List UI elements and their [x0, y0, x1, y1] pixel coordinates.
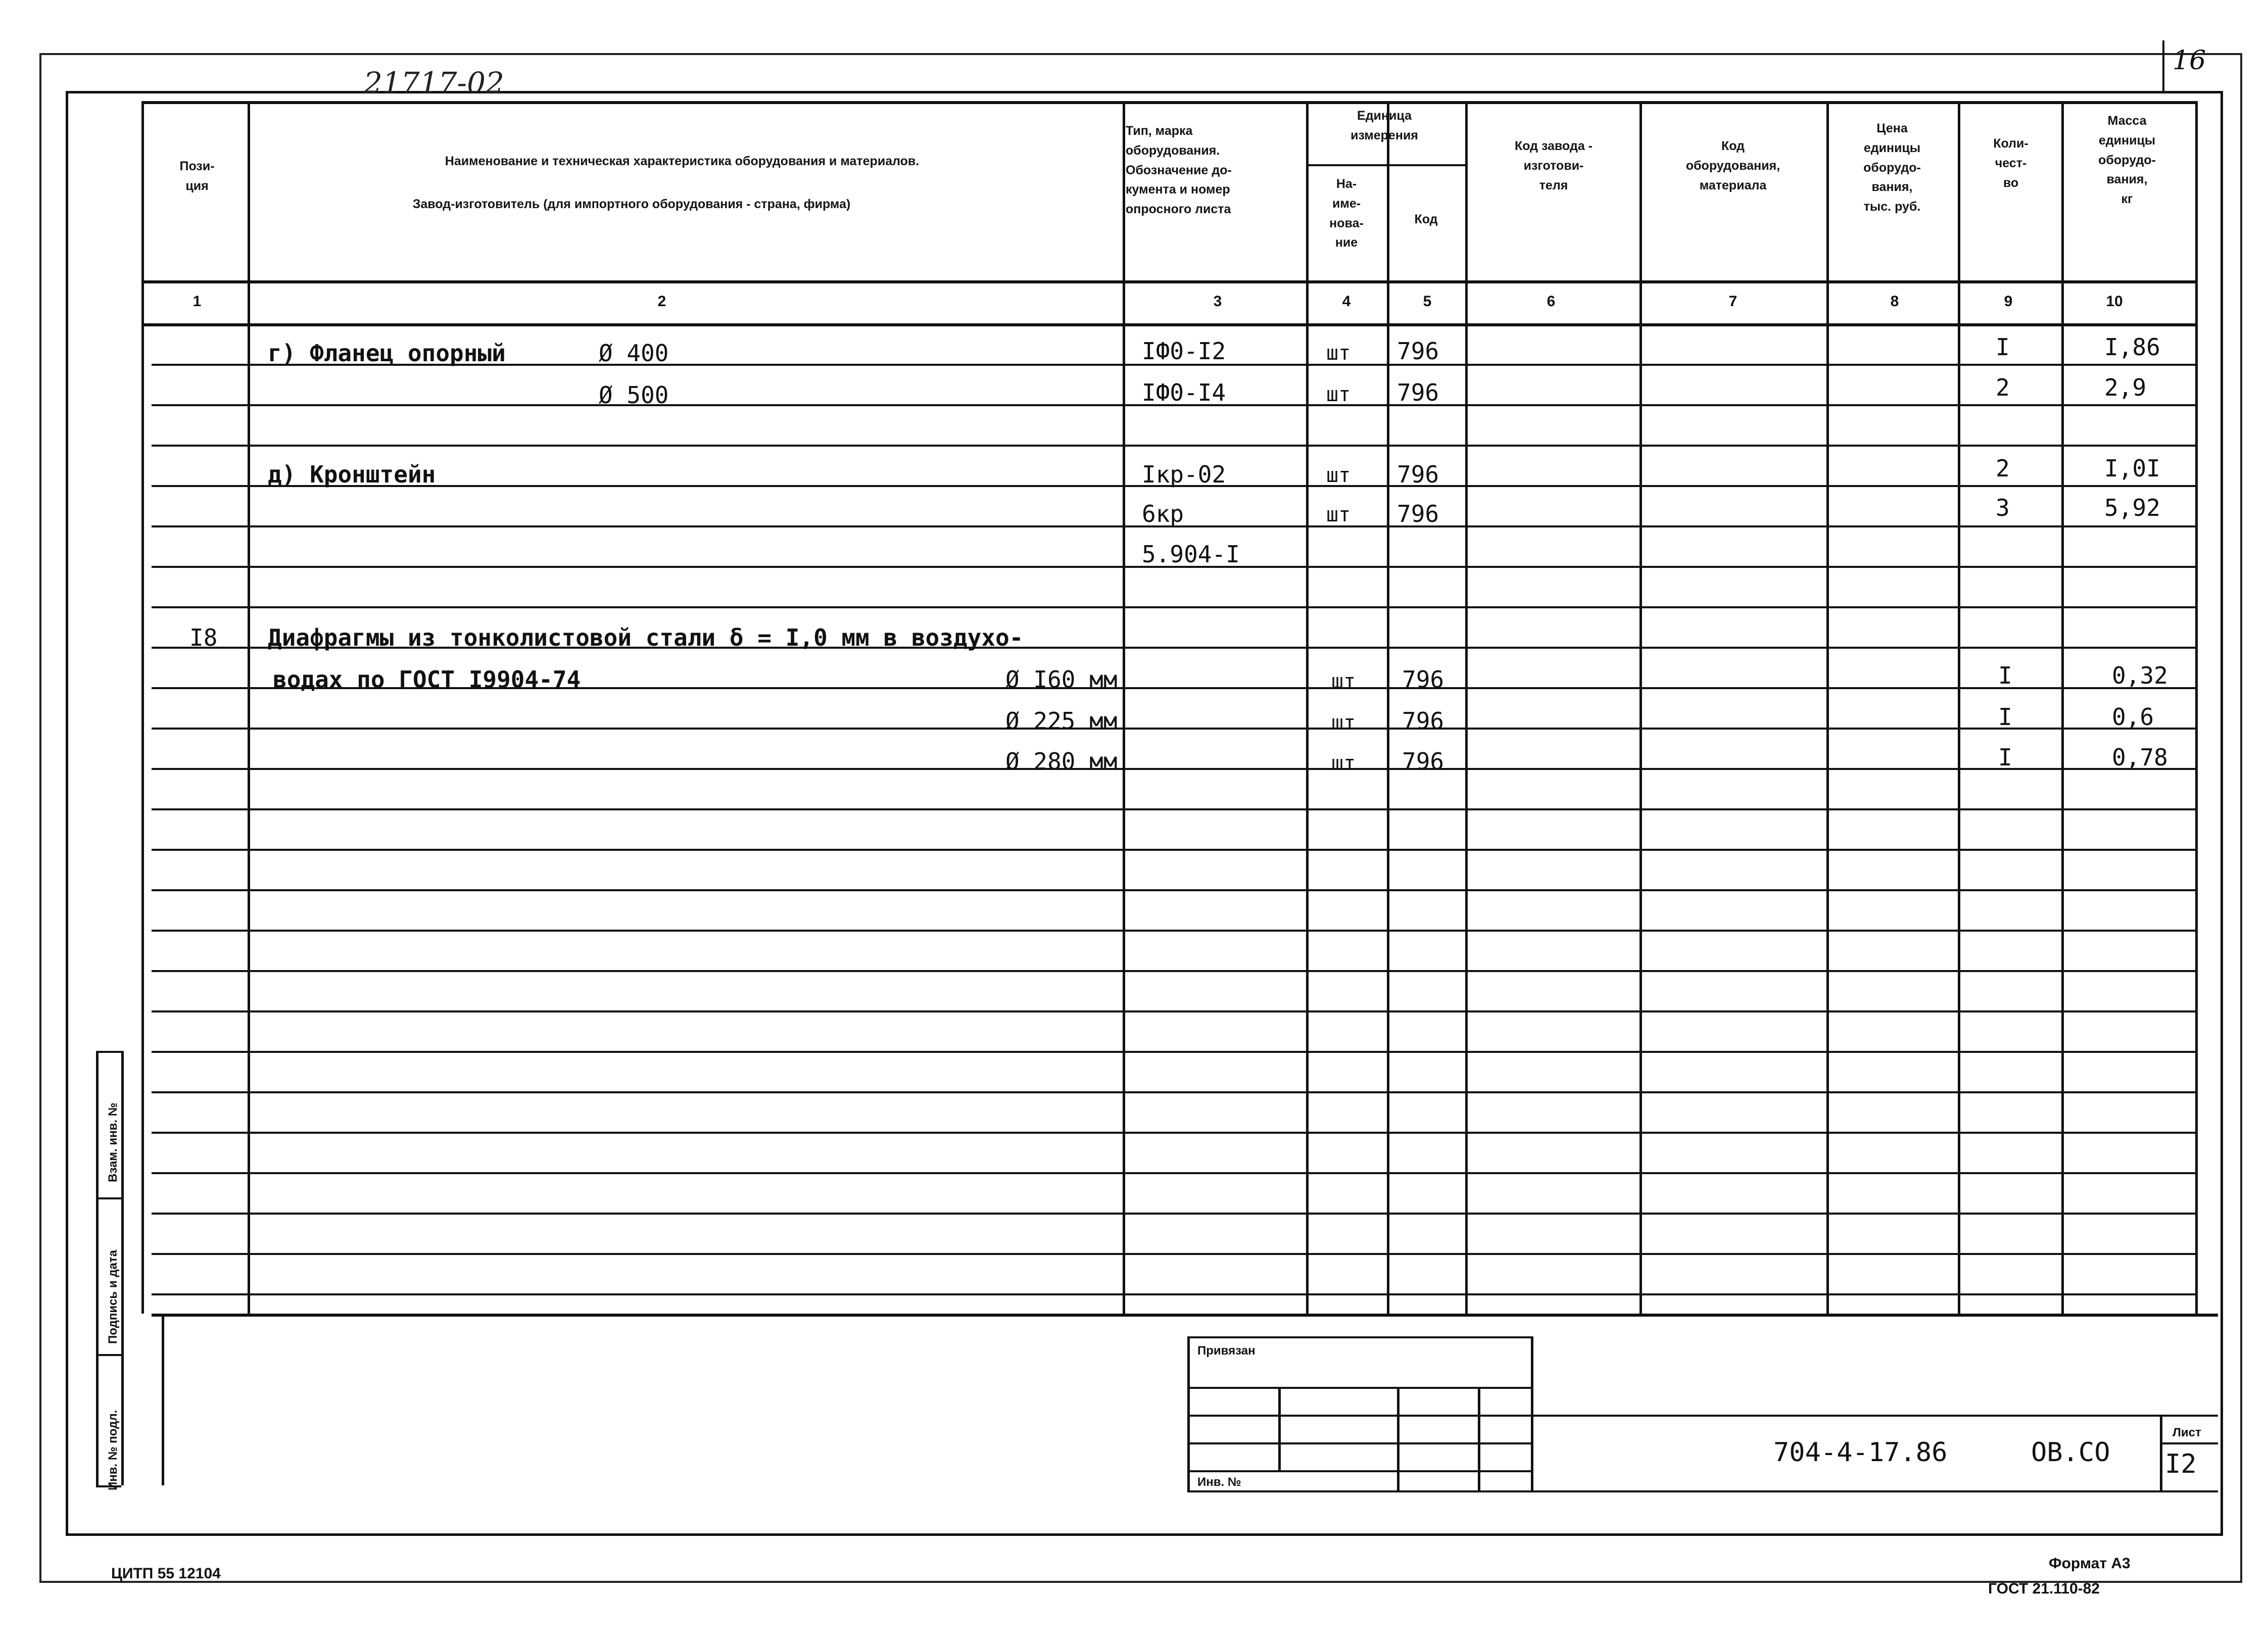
row-8-name: Диафрагмы из тонколистовой стали δ = I,0 мм в воздухо- — [268, 624, 1024, 651]
header-unit: Единица измерения — [1350, 109, 1418, 142]
row-4-name: д) Кронштейн — [268, 461, 436, 488]
row-line-20 — [152, 1172, 2195, 1174]
lower-left-border — [162, 1314, 164, 1485]
row-4-type: Iкр-02 — [1142, 461, 1226, 488]
row-2-unit: шт — [1326, 383, 1351, 406]
row-1-name: г) Фланец опорный — [268, 340, 506, 367]
row-9-unit: шт — [1331, 670, 1356, 693]
row-10-mass: 0,6 — [2112, 703, 2154, 731]
stamp-col-3 — [1478, 1387, 1480, 1490]
row-line-16 — [152, 1010, 2195, 1012]
row-11-mass: 0,78 — [2112, 744, 2168, 771]
row-line-6 — [152, 606, 2195, 608]
side-strip-left — [96, 1051, 99, 1485]
column-number-10: 10 — [2106, 293, 2123, 310]
header-bottom-line — [141, 280, 2195, 283]
row-8-pos: I8 — [189, 624, 218, 651]
row-2-code: 796 — [1397, 379, 1439, 406]
row-11-dim: Ø 280 мм — [1005, 748, 1118, 775]
row-4-mass: I,0I — [2104, 455, 2160, 482]
row-5-qty: 3 — [1996, 494, 2010, 521]
row-4-code: 796 — [1397, 461, 1439, 488]
row-10-qty: I — [1998, 703, 2012, 731]
row-line-21 — [152, 1213, 2195, 1215]
row-line-11 — [152, 808, 2195, 810]
side-label-signature-date: Подпись и дата — [106, 1250, 120, 1344]
column-number-4: 4 — [1342, 293, 1351, 310]
row-line-10 — [152, 768, 2195, 770]
handwritten-number: 21717-02 — [364, 66, 504, 100]
column-number-9: 9 — [2004, 293, 2013, 310]
row-10-code: 796 — [1402, 707, 1444, 735]
side-strip-top — [96, 1051, 121, 1053]
row-9-name: водах по ГОСТ I9904-74 — [273, 666, 581, 693]
stamp-sheet-value: I2 — [2165, 1449, 2197, 1479]
row-2-dim: Ø 500 — [599, 381, 669, 409]
header-factory-code: Код завода - изготови- теля — [1514, 139, 1593, 192]
stamp-sheet-col — [2160, 1415, 2162, 1490]
row-1-qty: I — [1996, 333, 2010, 361]
side-strip-right — [121, 1051, 124, 1485]
header-equipment-code: Код оборудования, материала — [1685, 139, 1780, 192]
row-4-qty: 2 — [1996, 455, 2010, 482]
row-11-unit: шт — [1331, 752, 1356, 775]
header-type: Тип, марка оборудования. Обозначение до- кумента и номер опросного листа — [1126, 124, 1232, 216]
row-1-dim: Ø 400 — [599, 340, 669, 367]
row-2-type: IФ0-I4 — [1142, 379, 1226, 406]
row-4-unit: шт — [1326, 464, 1351, 487]
row-line-17 — [152, 1051, 2195, 1053]
sheet-top-number: 16 — [2173, 45, 2206, 76]
row-5-type: 6кр — [1142, 500, 1184, 527]
row-1-code: 796 — [1397, 337, 1439, 365]
row-line-18 — [152, 1091, 2195, 1093]
header-unit-name: На- име- нова- ние — [1329, 177, 1364, 250]
header-quantity: Коли- чест- во — [1993, 136, 2029, 190]
row-line-23 — [152, 1293, 2195, 1295]
stamp-col-2 — [1397, 1387, 1400, 1490]
row-line-22 — [152, 1253, 2195, 1255]
row-10-unit: шт — [1331, 711, 1356, 735]
row-line-15 — [152, 970, 2195, 972]
column-number-5: 5 — [1423, 293, 1432, 310]
footer-left-code: ЦИТП 55 12104 — [111, 1565, 221, 1582]
side-label-original-inv: Инв. № подл. — [106, 1410, 120, 1490]
row-10-dim: Ø 225 мм — [1005, 707, 1118, 735]
column-number-2: 2 — [657, 293, 666, 310]
footer-format: Формат А3 — [2049, 1555, 2131, 1572]
header-price: Цена единицы оборудо- вания, тыс. руб. — [1863, 121, 1921, 214]
column-number-6: 6 — [1547, 293, 1556, 310]
column-number-1: 1 — [192, 293, 202, 310]
row-2-mass: 2,9 — [2104, 374, 2147, 401]
stamp-bottom — [1187, 1490, 2218, 1492]
column-number-3: 3 — [1213, 293, 1222, 310]
row-9-dim: Ø I60 мм — [1005, 666, 1118, 693]
column-line-10 — [2195, 101, 2198, 1314]
row-11-code: 796 — [1402, 748, 1444, 775]
row-5-mass: 5,92 — [2104, 494, 2160, 521]
unit-subheader-line — [1306, 164, 1465, 166]
row-6-type: 5.904-I — [1142, 541, 1240, 568]
header-mass: Масса единицы оборудо- вания, кг — [2098, 114, 2156, 206]
row-line-19 — [152, 1132, 2195, 1134]
header-position: Пози- ция — [179, 159, 215, 193]
row-9-mass: 0,32 — [2112, 662, 2168, 689]
header-unit-code: Код — [1414, 212, 1438, 226]
stamp-doc-code-right: ОВ.СО — [2031, 1437, 2110, 1468]
column-number-8: 8 — [1890, 293, 1899, 310]
stamp-col-4 — [1531, 1336, 1533, 1490]
row-11-qty: I — [1998, 744, 2012, 771]
row-5-code: 796 — [1397, 500, 1439, 527]
stamp-sheet-line — [2160, 1442, 2218, 1444]
stamp-inv: Инв. № — [1197, 1475, 1241, 1489]
stamp-left — [1187, 1336, 1190, 1490]
stamp-linked: Привязан — [1197, 1344, 1256, 1358]
row-5-unit: шт — [1326, 503, 1351, 526]
column-number-7: 7 — [1728, 293, 1738, 310]
row-line-2 — [152, 445, 2195, 447]
header-name-line2: Завод-изготовитель (для импортного оборудования - страна, фирма) — [412, 197, 851, 211]
row-line-12 — [152, 849, 2195, 851]
stamp-col-1 — [1278, 1387, 1281, 1470]
column-numbers-line — [141, 323, 2195, 326]
row-line-9 — [152, 728, 2195, 730]
header-name-line1: Наименование и техническая характеристика оборудования и материалов. — [445, 154, 920, 168]
side-label-replaced-inv: Взам. инв. № — [106, 1102, 120, 1182]
stamp-doc-code-left: 704-4-17.86 — [1773, 1437, 1948, 1468]
stamp-sheet-label: Лист — [2173, 1426, 2201, 1439]
row-1-unit: шт — [1326, 342, 1351, 365]
side-strip-div-2 — [96, 1354, 121, 1356]
stamp-code-line — [1531, 1415, 2218, 1417]
row-9-code: 796 — [1402, 666, 1444, 693]
row-2-qty: 2 — [1996, 374, 2010, 401]
stamp-top — [1187, 1336, 1531, 1338]
row-1-type: IФ0-I2 — [1142, 337, 1226, 365]
table-bottom-line — [152, 1314, 2218, 1317]
footer-gost: ГОСТ 21.110-82 — [1988, 1580, 2100, 1597]
header-top-line — [141, 101, 2195, 104]
row-9-qty: I — [1998, 662, 2012, 689]
row-line-13 — [152, 889, 2195, 891]
row-line-14 — [152, 930, 2195, 932]
row-1-mass: I,86 — [2104, 333, 2160, 361]
side-strip-div-1 — [96, 1197, 121, 1199]
